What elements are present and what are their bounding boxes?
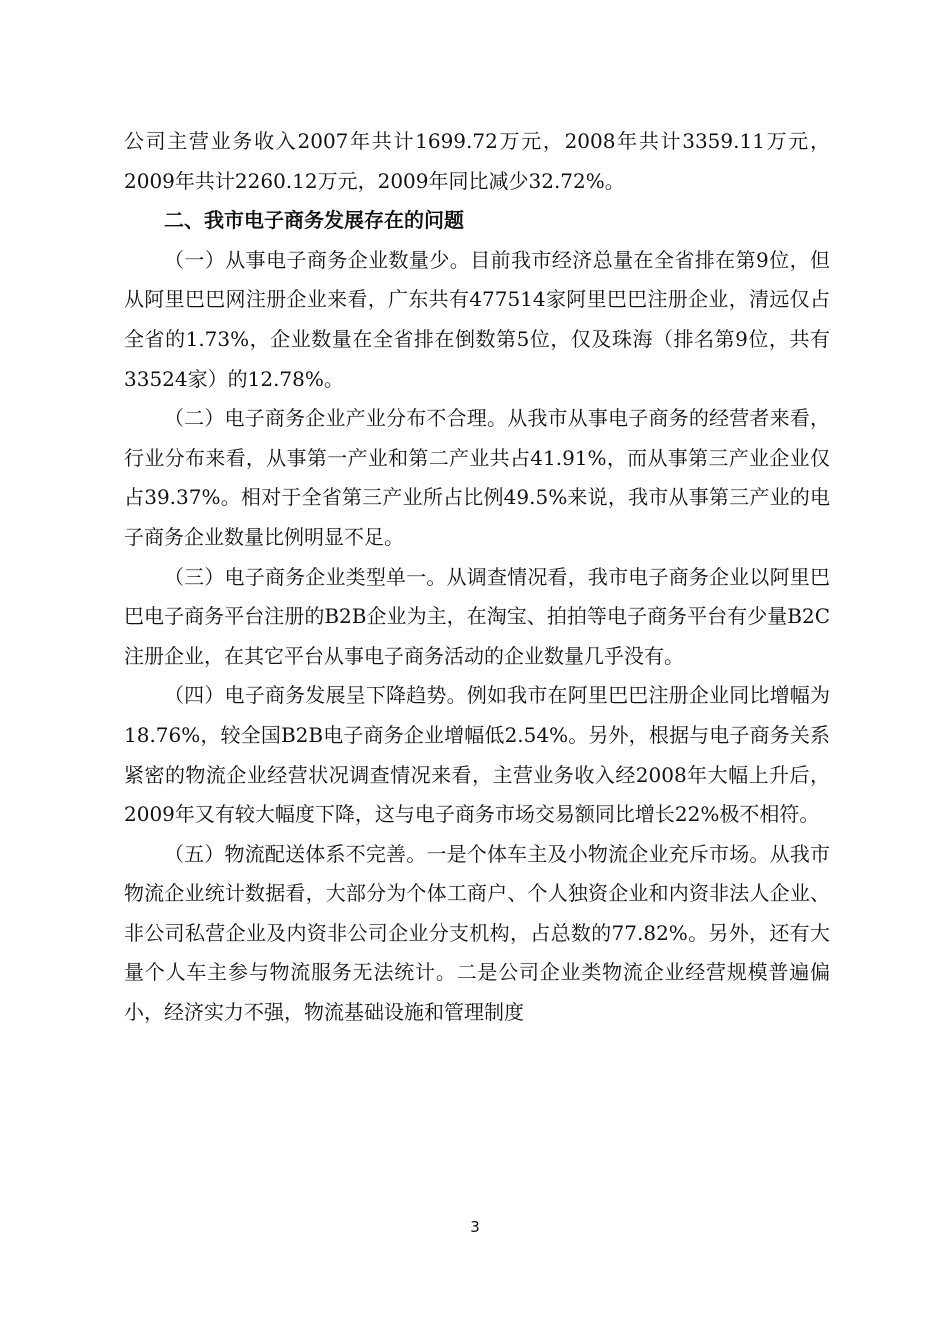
paragraph-lead: （四）电子商务发展呈下降趋势。	[164, 683, 467, 708]
paragraph-revenue-continuation	[124, 122, 830, 201]
page-number: 3	[470, 1218, 480, 1236]
paragraph-lead: （二）电子商务企业产业分布不合理。	[164, 406, 508, 431]
paragraph-item-3	[124, 558, 830, 677]
paragraph-text: 目前我市经济总量在全省排在第9位，但从阿里巴巴网注册企业来看，广东共有477514家阿里巴巴注册企业，清远仅占全省的1.73%，企业数量在全省排在倒数第5位，仅及珠海（排名第9位，共有33524家）的12.78%。	[124, 247, 830, 391]
paragraph-text: 从调查情况看，我市电子商务企业以阿里巴巴电子商务平台注册的B2B企业为主，在淘宝、拍拍等电子商务平台有少量B2C注册企业，在其它平台从事电子商务活动的企业数量几乎没有。	[124, 564, 830, 668]
paragraph-text: 公司主营业务收入2007年共计1699.72万元，2008年共计3359.11万元，2009年共计2260.12万元，2009年同比减少32.72%。	[124, 129, 830, 193]
paragraph-item-2	[124, 399, 830, 557]
paragraph-text: 例如我市在阿里巴巴注册企业同比增幅为18.76%，较全国B2B电子商务企业增幅低2.54%。另外，根据与电子商务关系紧密的物流企业经营状况调查情况来看，主营业务收入经2008年大幅上升后，2009年又有较大幅度下降，这与电子商务市场交易额同比增长22%极不相符。	[124, 683, 830, 827]
paragraph-lead: （五）物流配送体系不完善。	[164, 841, 427, 866]
section-heading-problems	[124, 201, 830, 241]
paragraph-text: 一是个体车主及小物流企业充斥市场。从我市物流企业统计数据看，大部分为个体工商户、个人独资企业和内资非法人企业、非公司私营企业及内资非公司企业分支机构，占总数的77.82%。另外，还有大量个人车主参与物流服务无法统计。二是公司企业类物流企业经营规模普遍偏小，经济实力不强，物流基础设施和管理制度	[124, 841, 830, 1025]
paragraph-item-5	[124, 835, 830, 1033]
paragraph-text: 从我市从事电子商务的经营者来看，行业分布来看，从事第一产业和第二产业共占41.91%，而从事第三产业企业仅占39.37%。相对于全省第三产业所占比例49.5%来说，我市从事第三产业的电子商务企业数量比例明显不足。	[124, 406, 830, 549]
paragraph-item-4	[124, 676, 830, 834]
paragraph-lead: （三）电子商务企业类型单一。	[164, 564, 447, 589]
paragraph-lead: （一）从事电子商务企业数量少。	[164, 247, 471, 272]
document-body	[124, 122, 830, 1033]
paragraph-item-1	[124, 241, 830, 399]
section-heading-text: 二、我市电子商务发展存在的问题	[164, 208, 464, 233]
